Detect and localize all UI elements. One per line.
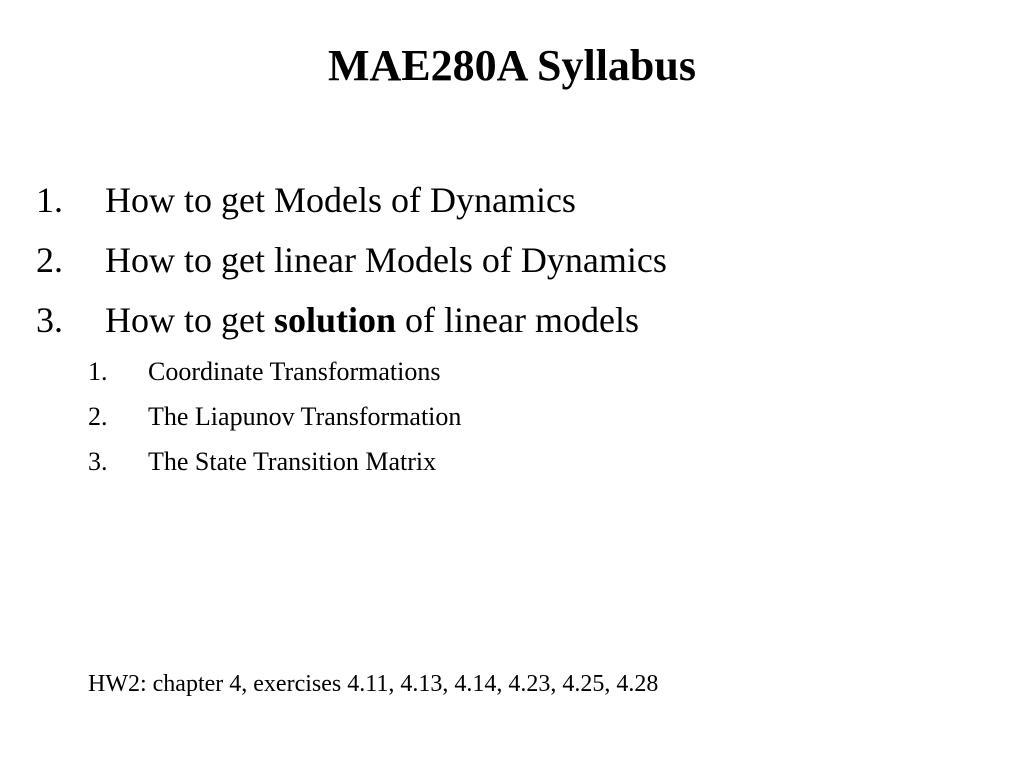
sublist-item-number: 1. — [88, 357, 108, 386]
list-item-text: How to get linear Models of Dynamics — [105, 240, 667, 280]
list-item — [36, 294, 996, 354]
solution-sublist — [88, 352, 988, 487]
list-item-text — [105, 294, 639, 346]
syllabus-list — [36, 174, 996, 354]
sublist-item-number: 2. — [88, 402, 108, 431]
list-item — [36, 234, 996, 294]
list-item — [36, 174, 996, 234]
sublist-item-number: 3. — [88, 447, 108, 476]
list-item-number: 1. — [36, 180, 63, 220]
slide-title: MAE280A Syllabus — [328, 41, 696, 90]
list-item-number: 2. — [36, 240, 63, 280]
sublist-item — [88, 352, 988, 397]
list-item-text-before: How to get — [105, 300, 274, 340]
sublist-item-text: The Liapunov Transformation — [148, 402, 462, 431]
list-item-text: How to get Models of Dynamics — [105, 180, 576, 220]
sublist-item-text: Coordinate Transformations — [148, 357, 441, 386]
sublist-item — [88, 397, 988, 442]
list-item-emphasis: solution — [273, 300, 397, 340]
list-item-number: 3. — [36, 300, 63, 340]
sublist-item — [88, 442, 988, 487]
list-item-text-after: of linear models — [396, 300, 639, 340]
sublist-item-text: The State Transition Matrix — [148, 447, 437, 476]
homework-note: HW2: chapter 4, exercises 4.11, 4.13, 4.14, 4.23, 4.25, 4.28 — [88, 671, 659, 697]
